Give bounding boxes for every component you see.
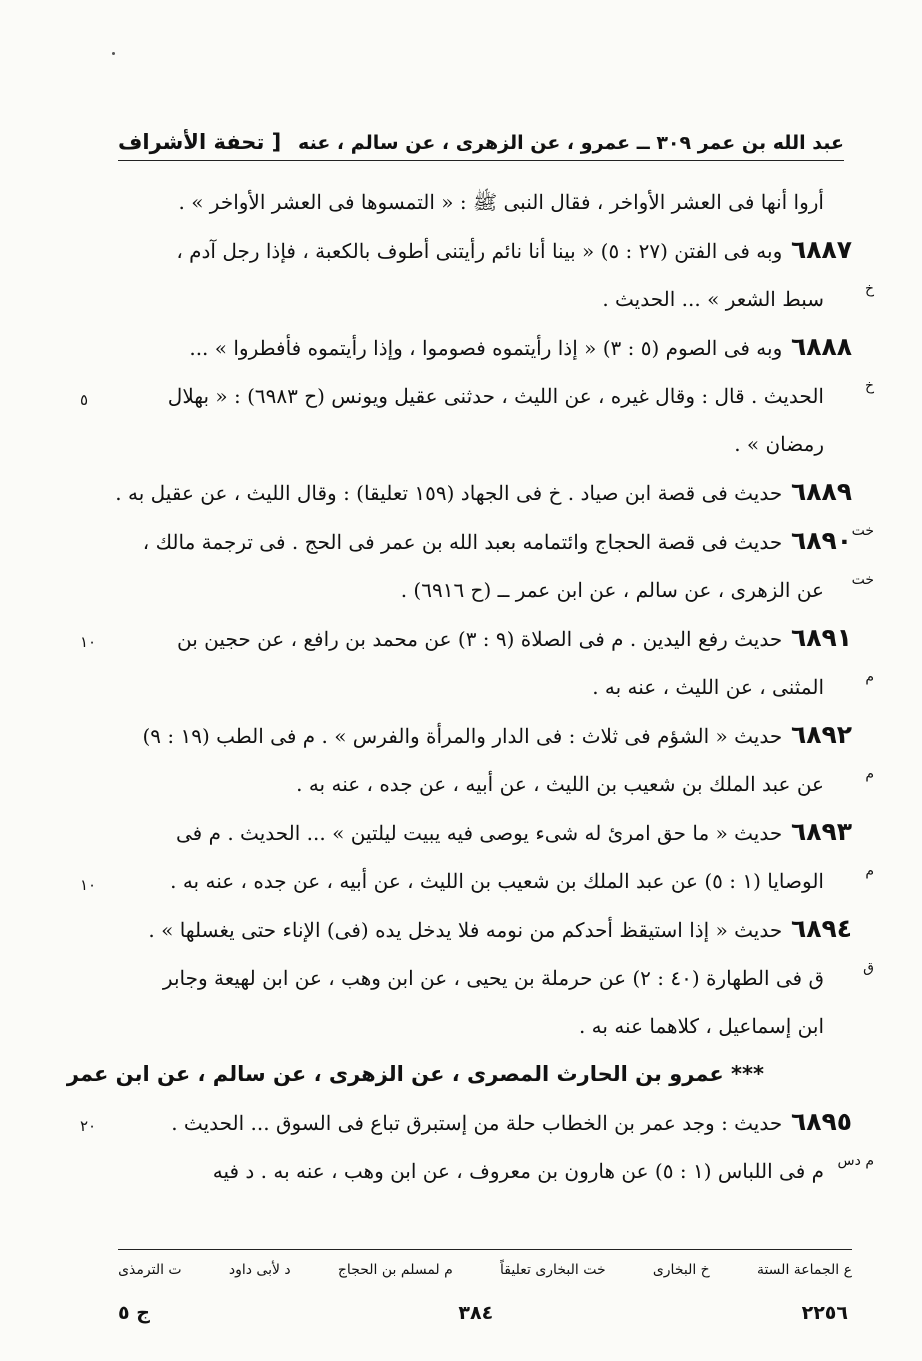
source-marker: خت	[851, 572, 874, 588]
hadith-entry-line	[80, 623, 852, 653]
line-text: سبط الشعر » ... الحديث .	[602, 287, 824, 311]
source-marker: م	[865, 863, 874, 879]
hadith-entry-line	[118, 523, 874, 556]
source-marker: ق	[863, 960, 874, 976]
page-footer	[118, 1302, 848, 1324]
legend-item: ع الجماعة الستة	[756, 1262, 852, 1278]
line-text: ق فى الطهارة (٤٠ : ٢) عن حرملة بن يحيى ، عن ابن وهب ، عن ابن لهيعة وجابر	[162, 966, 824, 990]
line-text: أروا أنها فى العشر الأواخر ، فقال النبى ﷺ : « التمسوها فى العشر الأواخر » .	[178, 190, 824, 214]
text-line	[118, 766, 874, 798]
hadith-entry-line	[80, 1107, 852, 1137]
line-text: م فى اللباس (١ : ٥) عن هارون بن معروف ، عن ابن وهب ، عنه به . د فيه	[212, 1159, 824, 1183]
hadith-number: ٦٨٨٧	[782, 235, 852, 264]
line-text: حديث فى قصة ابن صياد . خ فى الجهاد (١٥٩ تعليقا) : وقال الليث ، عن عقيل به .	[115, 481, 783, 505]
hadith-entry-line	[118, 333, 852, 362]
volume-number: ج ٥	[118, 1302, 150, 1324]
text-line	[80, 863, 874, 895]
text-line	[118, 188, 852, 216]
hadith-number: ٦٨٩٥	[782, 1107, 852, 1136]
line-text: وبه فى الفتن (٢٧ : ٥) « بينا أنا نائم رأيتنى أطوف بالكعبة ، فإذا رجل آدم ،	[176, 239, 783, 263]
margin-line-number: ٥	[80, 391, 89, 409]
hadith-number: ٦٨٩١	[782, 623, 852, 652]
footer-rule	[118, 1249, 852, 1250]
line-text: حديث « ما حق امرئ له شىء يوصى فيه يبيت ليلتين » ... الحديث . م فى	[176, 821, 783, 845]
header-book-title: [ تحفة الأشراف	[118, 130, 282, 154]
hadith-entry-line	[118, 236, 852, 265]
line-text: *** عمرو بن الحارث المصرى ، عن الزهرى ، عن سالم ، عن ابن عمر	[66, 1062, 764, 1086]
source-marker: خت	[851, 523, 874, 539]
line-text: المثنى ، عن الليث ، عنه به .	[592, 675, 824, 699]
text-line	[118, 430, 852, 458]
legend-item: خ البخارى	[652, 1262, 710, 1278]
hadith-number: ٦٨٨٨	[782, 332, 852, 361]
line-text: حديث « إذا استيقظ أحدكم من نومه فلا يدخل يده (فى) الإناء حتى يغسلها » .	[148, 918, 783, 942]
hadith-number: ٦٨٩٣	[782, 817, 852, 846]
page-number: ٣٨٤	[458, 1302, 494, 1324]
margin-line-number: ٢٠	[80, 1117, 97, 1135]
text-line	[118, 281, 874, 313]
margin-line-number: ١٠	[80, 876, 97, 894]
line-text: الحديث . قال : وقال غيره ، عن الليث ، حدثنى عقيل ويونس (ح ٦٩٨٣) : « بهلال	[167, 384, 824, 408]
hadith-entry-line	[118, 915, 852, 944]
text-line	[118, 572, 874, 604]
running-header	[118, 114, 844, 161]
legend-item: ت الترمذى	[118, 1262, 182, 1278]
line-text: رمضان » .	[734, 432, 824, 456]
line-text: حديث « الشؤم فى ثلاث : فى الدار والمرأة والفرس » . م فى الطب (١٩ : ٩)	[142, 724, 783, 748]
source-marker: م	[865, 669, 874, 685]
margin-line-number: ١٠	[80, 633, 97, 651]
header-title: عبد الله بن عمر ٣٠٩ ــ عمرو ، عن الزهرى ، عن سالم ، عنه	[298, 132, 844, 154]
hadith-number: ٦٨٩٠	[782, 526, 852, 555]
hadith-entry-line	[115, 477, 852, 507]
text-line	[118, 669, 874, 701]
text-line	[80, 378, 874, 410]
hadith-entry-line	[118, 721, 852, 750]
line-text: حديث : وجد عمر بن الخطاب حلة من إستبرق تباع فى السوق ... الحديث .	[171, 1111, 783, 1135]
source-marker: م	[865, 766, 874, 782]
line-text: الوصايا (١ : ٥) عن عبد الملك بن شعيب بن الليث ، عن أبيه ، عن جده ، عنه به .	[170, 869, 824, 893]
speck	[112, 52, 115, 55]
legend-item: د لأبى داود	[228, 1262, 291, 1278]
legend-item: م لمسلم بن الحجاج	[337, 1262, 453, 1278]
text-line	[118, 1153, 874, 1185]
hadith-number: ٦٨٩٤	[782, 914, 852, 943]
hadith-entry-line	[118, 818, 852, 847]
line-text: حديث فى قصة الحجاج وائتمامه بعبد الله بن عمر فى الحج . فى ترجمة مالك ،	[142, 530, 783, 554]
footer-number: ٢٢٥٦	[801, 1302, 848, 1324]
legend-item: خت البخارى تعليقاً	[500, 1262, 606, 1278]
hadith-number: ٦٨٩٢	[782, 720, 852, 749]
body-text	[66, 188, 874, 1205]
text-line	[118, 1012, 852, 1040]
line-text: ابن إسماعيل ، كلاهما عنه به .	[578, 1014, 824, 1038]
abbreviation-legend	[118, 1262, 852, 1278]
source-marker: م دس	[837, 1153, 874, 1169]
hadith-number: ٦٨٨٩	[782, 477, 852, 506]
source-marker: خ	[864, 378, 874, 394]
line-text: عن عبد الملك بن شعيب بن الليث ، عن أبيه ، عن جده ، عنه به .	[296, 772, 824, 796]
line-text: حديث رفع اليدين . م فى الصلاة (٩ : ٣) عن محمد بن رافع ، عن حجين بن	[177, 627, 783, 651]
line-text: عن الزهرى ، عن سالم ، عن ابن عمر ــ (ح ٦٩١٦) .	[400, 578, 824, 602]
line-text: وبه فى الصوم (٥ : ٣) « إذا رأيتموه فصوموا ، وإذا رأيتموه فأفطروا » ...	[189, 336, 783, 360]
source-marker: خ	[864, 281, 874, 297]
text-line	[66, 1060, 852, 1088]
text-line	[118, 960, 874, 992]
